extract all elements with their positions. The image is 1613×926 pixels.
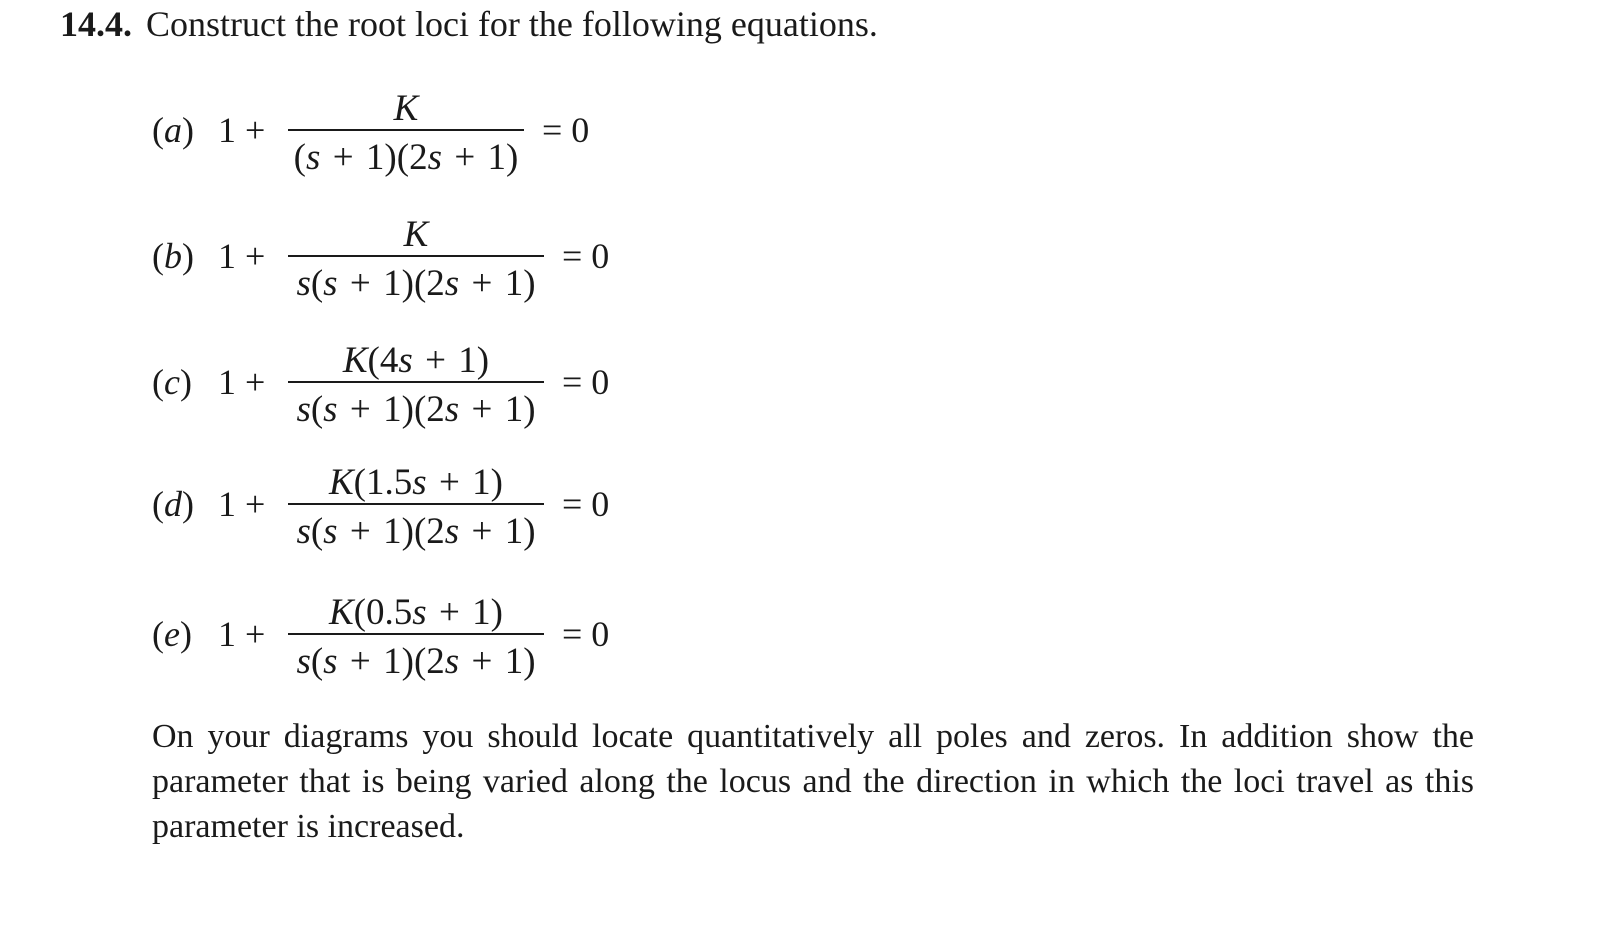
fraction-denominator: s(s + 1)(2s + 1) (296, 641, 536, 682)
fraction-denominator: s(s + 1)(2s + 1) (296, 263, 536, 304)
equation-label: (e) (152, 614, 192, 654)
fraction-numerator: K(4s + 1) (342, 340, 490, 381)
fraction-denominator: s(s + 1)(2s + 1) (296, 511, 536, 552)
fraction-numerator: K(0.5s + 1) (328, 592, 504, 633)
equation-lhs: 1 + (218, 110, 266, 150)
equation-lhs: 1 + (218, 614, 266, 654)
equation-rhs: = 0 (562, 484, 610, 524)
equation-lhs: 1 + (218, 362, 266, 402)
fraction-numerator: K (403, 214, 429, 255)
fraction (288, 332, 544, 432)
fraction (288, 584, 544, 684)
fraction (288, 206, 544, 306)
problem-header (60, 2, 878, 46)
fraction (288, 454, 544, 554)
equation-lhs: 1 + (218, 236, 266, 276)
equation-rhs: = 0 (542, 110, 590, 150)
equation-rhs: = 0 (562, 614, 610, 654)
fraction-numerator: K (393, 88, 419, 129)
equation-label: (c) (152, 362, 192, 402)
fraction-denominator: s(s + 1)(2s + 1) (296, 389, 536, 430)
problem-statement: Construct the root loci for the following equations. (146, 4, 878, 44)
fraction-denominator: (s + 1)(2s + 1) (293, 137, 519, 178)
fraction-bar (288, 255, 544, 257)
equation-label: (a) (152, 110, 194, 150)
equation-label: (d) (152, 484, 194, 524)
fraction-bar (288, 381, 544, 383)
fraction (288, 80, 524, 180)
equation-rhs: = 0 (562, 236, 610, 276)
equation-rhs: = 0 (562, 362, 610, 402)
fraction-bar (288, 633, 544, 635)
instructions-paragraph: On your diagrams you should locate quantitatively all poles and zeros. In addition show the parameter that is being varied along the locus and the direction in which the loci travel as this parameter is increased. (152, 718, 1474, 845)
fraction-numerator: K(1.5s + 1) (328, 462, 504, 503)
equation-lhs: 1 + (218, 484, 266, 524)
fraction-bar (288, 503, 544, 505)
fraction-bar (288, 129, 524, 131)
problem-number: 14.4. (60, 4, 132, 44)
equation-label: (b) (152, 236, 194, 276)
